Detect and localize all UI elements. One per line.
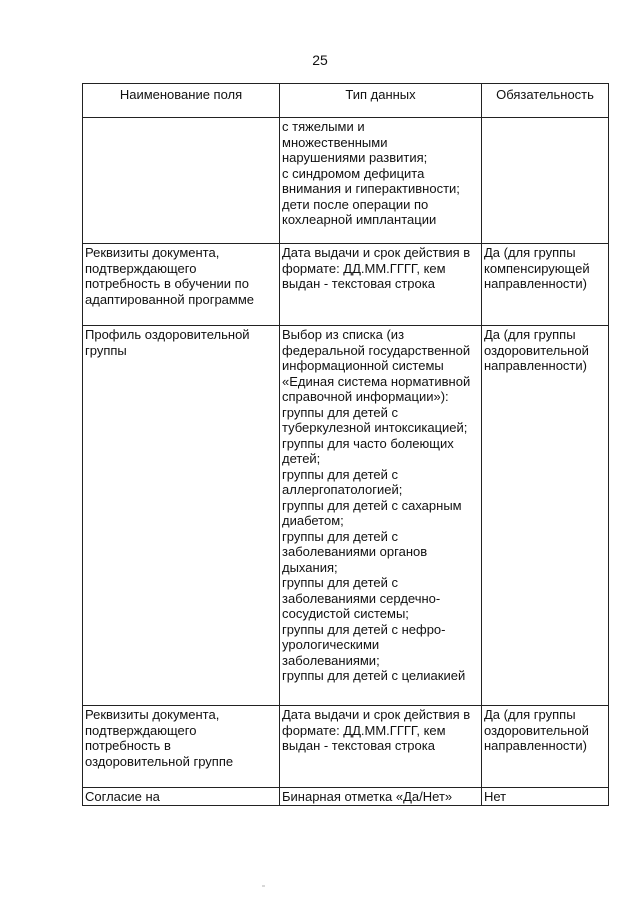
required-cell: Да (для группы оздоровительной направленности) — [482, 326, 609, 706]
scan-artifact — [262, 885, 265, 887]
field-name-cell: Согласие на — [83, 788, 280, 806]
table-row — [83, 706, 609, 788]
data-type-cell: Выбор из списка (из федеральной государственной информационной системы «Единая система нормативной справочной информации»): группы для детей с туберкулезной интоксикацией; группы для часто болеющих детей; группы для детей с аллергопатологией; группы для детей с сахарным диабетом; группы для детей с заболеваниями органов дыхания; группы для детей с заболеваниями сердечно- сосудистой системы; группы для детей с нефро- урологическими заболеваниями; группы для детей с целиакией — [280, 326, 482, 706]
page-number: 25 — [312, 52, 328, 68]
column-header-data-type: Тип данных — [280, 84, 482, 118]
table-row — [83, 244, 609, 326]
data-type-cell: с тяжелыми и множественными нарушениями развития; с синдромом дефицита внимания и гиперактивности; дети после операции по кохлеарной имплантации — [280, 118, 482, 244]
table-row — [83, 118, 609, 244]
column-header-required: Обязательность — [482, 84, 609, 118]
table-header-row — [83, 84, 609, 118]
column-header-field-name: Наименование поля — [83, 84, 280, 118]
required-cell — [482, 118, 609, 244]
required-cell: Нет — [482, 788, 609, 806]
field-name-cell: Реквизиты документа, подтверждающего потребность в обучении по адаптированной программе — [83, 244, 280, 326]
data-type-cell: Дата выдачи и срок действия в формате: ДД.ММ.ГГГГ, кем выдан - текстовая строка — [280, 244, 482, 326]
table-row — [83, 788, 609, 806]
field-name-cell: Профиль оздоровительной группы — [83, 326, 280, 706]
required-cell: Да (для группы компенсирующей направленности) — [482, 244, 609, 326]
table-row — [83, 326, 609, 706]
data-type-cell: Дата выдачи и срок действия в формате: ДД.ММ.ГГГГ, кем выдан - текстовая строка — [280, 706, 482, 788]
required-cell: Да (для группы оздоровительной направленности) — [482, 706, 609, 788]
field-name-cell: Реквизиты документа, подтверждающего потребность в оздоровительной группе — [83, 706, 280, 788]
field-name-cell — [83, 118, 280, 244]
data-fields-table — [82, 83, 609, 806]
data-type-cell: Бинарная отметка «Да/Нет» — [280, 788, 482, 806]
